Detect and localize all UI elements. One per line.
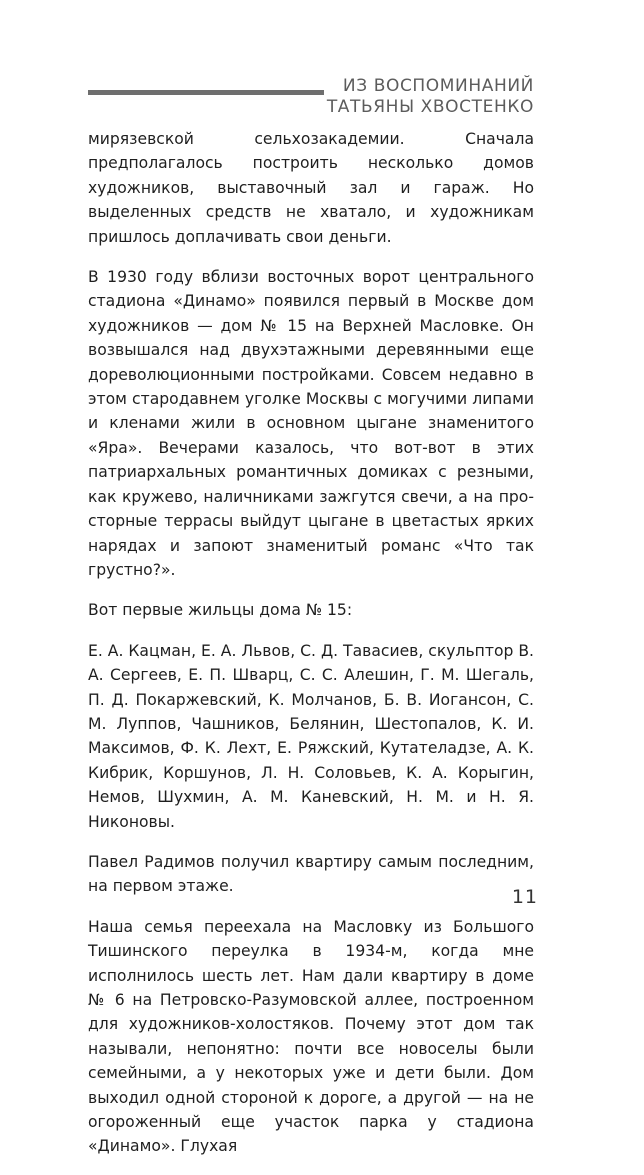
paragraph-2: В 1930 году вблизи восточных ворот центрального стадиона «Динамо» появился первый в Москве дом художников — дом № 15 на Верхней Масловке. Он возвышался над двухэтажными деревянными еще дореволюционными постройками. Совсем недавно в этом стародавнем уголке Москвы с могучими липами и кленами жили в основном цыгане знаменитого «Яра». Вечерами казалось, что вот-вот в этих патриархальных романтичных домиках с резными, как кружево, наличниками зажгутся свечи, а на просторные террасы выйдут цыгане в цветастых ярких нарядах и запоют знаменитый романс «Что так грустно?».	[88, 268, 534, 579]
header-rule	[88, 90, 324, 95]
chapter-title-line-2: ТАТЬЯНЫ ХВОСТЕНКО	[326, 97, 534, 117]
paragraph-3: Вот первые жильцы дома № 15:	[88, 601, 353, 620]
paragraph-5: Павел Радимов получил квартиру самым последним, на первом этаже.	[88, 852, 534, 896]
paragraph-4: Е. А. Кацман, Е. А. Львов, С. Д. Тавасиев, скульптор В. А. Сергеев, Е. П. Шварц, С. С. Алешин, Г. М. Шегаль, П. Д. Покаржевский, К. Молчанов, Б. В. Иогансон, С. М. Луппов, Чашников, Белянин, Шестопалов, К. И. Максимов, Ф. К. Лехт, Е. Ряжский, Кутателадзе, А. К. Кибрик, Коршунов, Л. Н. Соловьев, К. А. Корыгин, Немов, Шухмин, А. М. Каневский, Н. М. и Н. Я. Никоновы.	[88, 641, 534, 831]
page-text	[88, 127, 534, 1175]
page-number: 11	[511, 886, 538, 908]
paragraph-6: Наша семья переехала на Масловку из Большого Тишинского переулка в 1934-м, когда мне исполнилось шесть лет. Нам дали квартиру в доме № 6 на Петровско-Разумовской аллее, построенном для художников-холостяков. Почему этот дом так называли, непонятно: почти все новоселы были семейными, а у некоторых уже и дети были. Дом выходил одной стороной к дороге, а другой — на не огороженный еще участок парка у стадиона «Динамо». Глухая	[88, 917, 534, 1156]
chapter-title	[327, 76, 534, 118]
running-head	[88, 76, 534, 124]
chapter-title-line-1: ИЗ ВОСПОМИНАНИЙ	[342, 76, 534, 96]
paragraph-1: мирязевской сельхозакадемии. Сначала предполагалось построить несколько домов художников, выставочный зал и гараж. Но выделенных средств не хватало, и художникам пришлось доплачивать свои деньги.	[88, 130, 534, 246]
